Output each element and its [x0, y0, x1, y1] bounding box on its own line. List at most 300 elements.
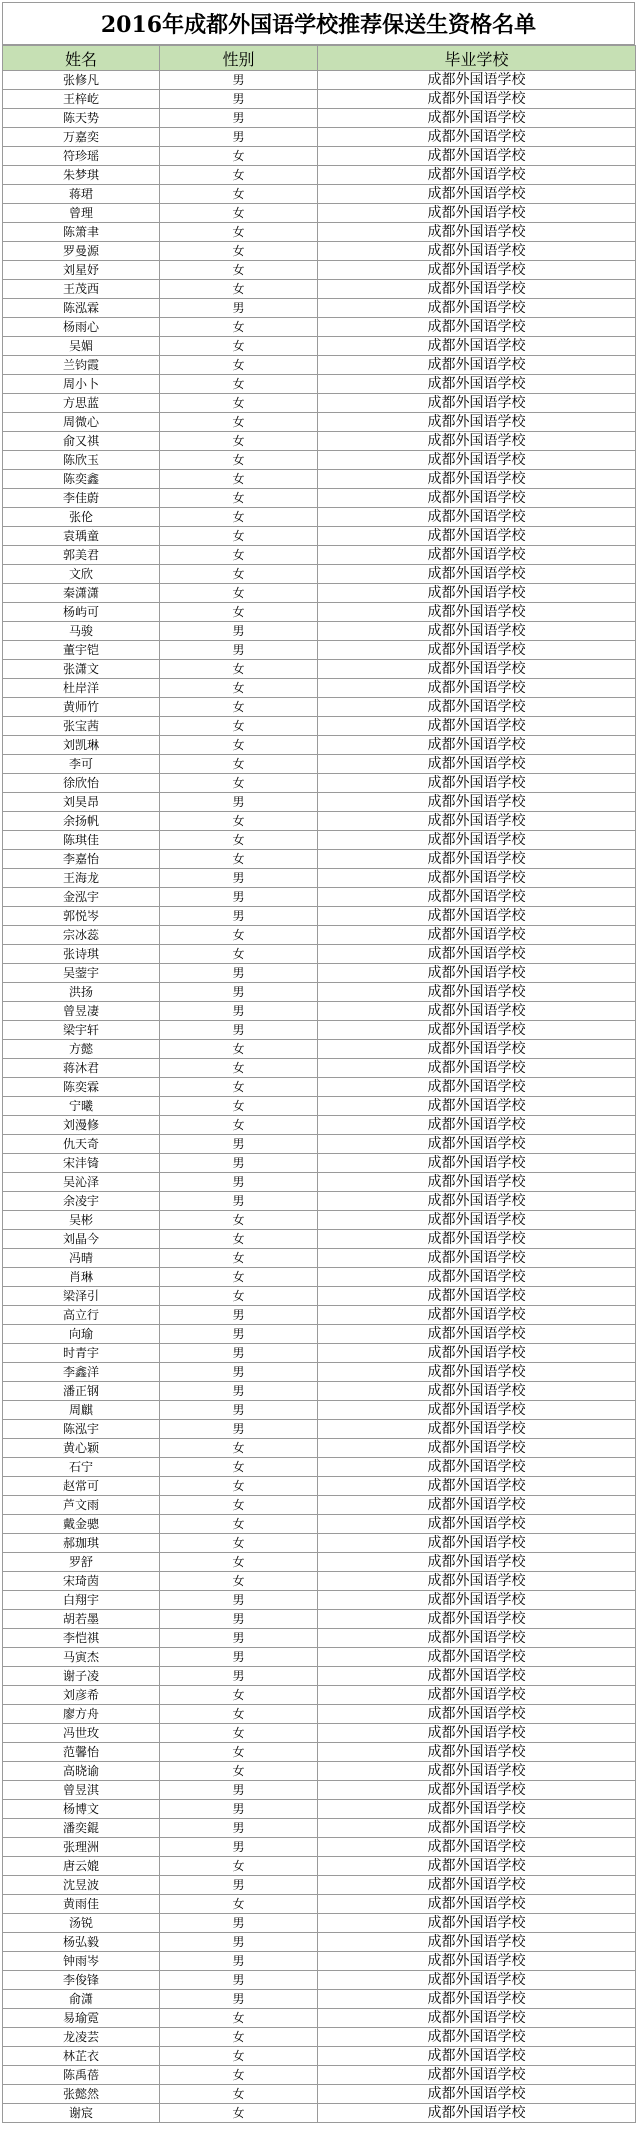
cell-school[interactable]: 成都外国语学校: [318, 1724, 636, 1743]
cell-school[interactable]: 成都外国语学校: [318, 793, 636, 812]
cell-gender[interactable]: 女: [160, 337, 318, 356]
cell-name[interactable]: 罗曼源: [3, 242, 160, 261]
cell-name[interactable]: 文欣: [3, 565, 160, 584]
cell-name[interactable]: 杨屿可: [3, 603, 160, 622]
cell-name[interactable]: 李嘉怡: [3, 850, 160, 869]
cell-gender[interactable]: 女: [160, 185, 318, 204]
cell-school[interactable]: 成都外国语学校: [318, 698, 636, 717]
cell-gender[interactable]: 女: [160, 356, 318, 375]
cell-school[interactable]: 成都外国语学校: [318, 128, 636, 147]
cell-name[interactable]: 龙凌芸: [3, 2028, 160, 2047]
cell-school[interactable]: 成都外国语学校: [318, 90, 636, 109]
cell-name[interactable]: 陈天势: [3, 109, 160, 128]
cell-name[interactable]: 俞潇: [3, 1990, 160, 2009]
cell-gender[interactable]: 女: [160, 1268, 318, 1287]
cell-name[interactable]: 赵常可: [3, 1477, 160, 1496]
cell-name[interactable]: 方思蓝: [3, 394, 160, 413]
cell-school[interactable]: 成都外国语学校: [318, 1971, 636, 1990]
cell-gender[interactable]: 男: [160, 1933, 318, 1952]
cell-gender[interactable]: 女: [160, 698, 318, 717]
cell-gender[interactable]: 女: [160, 679, 318, 698]
header-school[interactable]: 毕业学校: [318, 46, 636, 71]
cell-name[interactable]: 冯晴: [3, 1249, 160, 1268]
cell-gender[interactable]: 男: [160, 1648, 318, 1667]
cell-school[interactable]: 成都外国语学校: [318, 1458, 636, 1477]
cell-gender[interactable]: 女: [160, 147, 318, 166]
cell-school[interactable]: 成都外国语学校: [318, 2028, 636, 2047]
cell-gender[interactable]: 女: [160, 1211, 318, 1230]
cell-name[interactable]: 范馨怡: [3, 1743, 160, 1762]
cell-school[interactable]: 成都外国语学校: [318, 1230, 636, 1249]
cell-name[interactable]: 周麒: [3, 1401, 160, 1420]
cell-gender[interactable]: 男: [160, 1819, 318, 1838]
cell-gender[interactable]: 女: [160, 831, 318, 850]
cell-gender[interactable]: 女: [160, 1762, 318, 1781]
cell-name[interactable]: 高立行: [3, 1306, 160, 1325]
cell-gender[interactable]: 女: [160, 1477, 318, 1496]
cell-gender[interactable]: 男: [160, 888, 318, 907]
cell-name[interactable]: 时青宇: [3, 1344, 160, 1363]
cell-gender[interactable]: 男: [160, 793, 318, 812]
cell-gender[interactable]: 女: [160, 584, 318, 603]
cell-name[interactable]: 易瑜霓: [3, 2009, 160, 2028]
cell-school[interactable]: 成都外国语学校: [318, 565, 636, 584]
cell-school[interactable]: 成都外国语学校: [318, 527, 636, 546]
cell-school[interactable]: 成都外国语学校: [318, 1268, 636, 1287]
cell-gender[interactable]: 女: [160, 603, 318, 622]
cell-gender[interactable]: 女: [160, 1743, 318, 1762]
cell-school[interactable]: 成都外国语学校: [318, 1933, 636, 1952]
cell-name[interactable]: 洪扬: [3, 983, 160, 1002]
cell-school[interactable]: 成都外国语学校: [318, 1002, 636, 1021]
cell-gender[interactable]: 女: [160, 470, 318, 489]
cell-school[interactable]: 成都外国语学校: [318, 1914, 636, 1933]
cell-name[interactable]: 董宇铠: [3, 641, 160, 660]
cell-gender[interactable]: 女: [160, 1895, 318, 1914]
cell-gender[interactable]: 女: [160, 2028, 318, 2047]
cell-school[interactable]: 成都外国语学校: [318, 584, 636, 603]
cell-gender[interactable]: 男: [160, 71, 318, 90]
cell-gender[interactable]: 男: [160, 1021, 318, 1040]
cell-name[interactable]: 李鑫洋: [3, 1363, 160, 1382]
cell-name[interactable]: 刘昊昂: [3, 793, 160, 812]
cell-gender[interactable]: 女: [160, 1724, 318, 1743]
cell-gender[interactable]: 男: [160, 1971, 318, 1990]
cell-school[interactable]: 成都外国语学校: [318, 983, 636, 1002]
cell-school[interactable]: 成都外国语学校: [318, 755, 636, 774]
cell-gender[interactable]: 女: [160, 1439, 318, 1458]
cell-school[interactable]: 成都外国语学校: [318, 2104, 636, 2123]
cell-school[interactable]: 成都外国语学校: [318, 660, 636, 679]
cell-school[interactable]: 成都外国语学校: [318, 869, 636, 888]
cell-gender[interactable]: 男: [160, 1344, 318, 1363]
cell-school[interactable]: 成都外国语学校: [318, 1534, 636, 1553]
cell-name[interactable]: 李可: [3, 755, 160, 774]
cell-gender[interactable]: 女: [160, 1059, 318, 1078]
cell-name[interactable]: 黄心颖: [3, 1439, 160, 1458]
cell-gender[interactable]: 男: [160, 1420, 318, 1439]
cell-name[interactable]: 袁瑀童: [3, 527, 160, 546]
cell-gender[interactable]: 男: [160, 1173, 318, 1192]
cell-school[interactable]: 成都外国语学校: [318, 1743, 636, 1762]
cell-name[interactable]: 李俊锋: [3, 1971, 160, 1990]
cell-gender[interactable]: 女: [160, 318, 318, 337]
cell-name[interactable]: 潘奕錕: [3, 1819, 160, 1838]
cell-gender[interactable]: 女: [160, 242, 318, 261]
cell-name[interactable]: 杨博文: [3, 1800, 160, 1819]
cell-school[interactable]: 成都外国语学校: [318, 622, 636, 641]
cell-school[interactable]: 成都外国语学校: [318, 1990, 636, 2009]
cell-school[interactable]: 成都外国语学校: [318, 1173, 636, 1192]
cell-school[interactable]: 成都外国语学校: [318, 1021, 636, 1040]
cell-gender[interactable]: 男: [160, 90, 318, 109]
cell-gender[interactable]: 男: [160, 1610, 318, 1629]
cell-gender[interactable]: 女: [160, 1553, 318, 1572]
cell-school[interactable]: 成都外国语学校: [318, 1800, 636, 1819]
cell-gender[interactable]: 女: [160, 774, 318, 793]
cell-name[interactable]: 余扬帆: [3, 812, 160, 831]
cell-school[interactable]: 成都外国语学校: [318, 1059, 636, 1078]
cell-school[interactable]: 成都外国语学校: [318, 1610, 636, 1629]
cell-gender[interactable]: 女: [160, 375, 318, 394]
cell-school[interactable]: 成都外国语学校: [318, 1363, 636, 1382]
cell-school[interactable]: 成都外国语学校: [318, 1192, 636, 1211]
cell-gender[interactable]: 男: [160, 1914, 318, 1933]
cell-gender[interactable]: 男: [160, 109, 318, 128]
cell-gender[interactable]: 女: [160, 2104, 318, 2123]
cell-name[interactable]: 秦潇潇: [3, 584, 160, 603]
cell-name[interactable]: 戴金骢: [3, 1515, 160, 1534]
cell-name[interactable]: 刘彦希: [3, 1686, 160, 1705]
cell-gender[interactable]: 女: [160, 204, 318, 223]
cell-gender[interactable]: 女: [160, 280, 318, 299]
cell-school[interactable]: 成都外国语学校: [318, 850, 636, 869]
cell-school[interactable]: 成都外国语学校: [318, 280, 636, 299]
cell-name[interactable]: 肖琳: [3, 1268, 160, 1287]
cell-name[interactable]: 石宁: [3, 1458, 160, 1477]
cell-gender[interactable]: 女: [160, 1686, 318, 1705]
cell-school[interactable]: 成都外国语学校: [318, 508, 636, 527]
cell-name[interactable]: 钟雨岑: [3, 1952, 160, 1971]
cell-name[interactable]: 谢宸: [3, 2104, 160, 2123]
cell-gender[interactable]: 男: [160, 1876, 318, 1895]
cell-gender[interactable]: 女: [160, 1534, 318, 1553]
cell-school[interactable]: 成都外国语学校: [318, 1401, 636, 1420]
cell-name[interactable]: 汤锐: [3, 1914, 160, 1933]
cell-name[interactable]: 梁宇轩: [3, 1021, 160, 1040]
cell-name[interactable]: 陈箫聿: [3, 223, 160, 242]
cell-gender[interactable]: 女: [160, 223, 318, 242]
cell-school[interactable]: 成都外国语学校: [318, 337, 636, 356]
cell-school[interactable]: 成都外国语学校: [318, 1553, 636, 1572]
cell-school[interactable]: 成都外国语学校: [318, 1116, 636, 1135]
cell-school[interactable]: 成都外国语学校: [318, 717, 636, 736]
cell-gender[interactable]: 女: [160, 2066, 318, 2085]
cell-school[interactable]: 成都外国语学校: [318, 261, 636, 280]
cell-name[interactable]: 黄师竹: [3, 698, 160, 717]
cell-name[interactable]: 马骏: [3, 622, 160, 641]
cell-gender[interactable]: 女: [160, 660, 318, 679]
cell-name[interactable]: 陈泓霖: [3, 299, 160, 318]
cell-gender[interactable]: 男: [160, 1781, 318, 1800]
cell-gender[interactable]: 女: [160, 432, 318, 451]
cell-name[interactable]: 林芷衣: [3, 2047, 160, 2066]
cell-gender[interactable]: 男: [160, 1667, 318, 1686]
cell-school[interactable]: 成都外国语学校: [318, 470, 636, 489]
cell-school[interactable]: 成都外国语学校: [318, 185, 636, 204]
cell-school[interactable]: 成都外国语学校: [318, 166, 636, 185]
cell-name[interactable]: 吴彬: [3, 1211, 160, 1230]
cell-gender[interactable]: 男: [160, 1135, 318, 1154]
cell-name[interactable]: 潘正钢: [3, 1382, 160, 1401]
cell-name[interactable]: 朱梦琪: [3, 166, 160, 185]
cell-name[interactable]: 梁泽引: [3, 1287, 160, 1306]
header-gender[interactable]: 性别: [160, 46, 318, 71]
header-name[interactable]: 姓名: [3, 46, 160, 71]
cell-gender[interactable]: 男: [160, 1363, 318, 1382]
cell-school[interactable]: 成都外国语学校: [318, 546, 636, 565]
cell-school[interactable]: 成都外国语学校: [318, 1344, 636, 1363]
cell-gender[interactable]: 女: [160, 1249, 318, 1268]
cell-school[interactable]: 成都外国语学校: [318, 888, 636, 907]
cell-gender[interactable]: 女: [160, 508, 318, 527]
cell-name[interactable]: 胡若墨: [3, 1610, 160, 1629]
cell-school[interactable]: 成都外国语学校: [318, 1819, 636, 1838]
cell-gender[interactable]: 女: [160, 736, 318, 755]
cell-name[interactable]: 谢子凌: [3, 1667, 160, 1686]
cell-name[interactable]: 张伦: [3, 508, 160, 527]
cell-gender[interactable]: 女: [160, 1287, 318, 1306]
cell-school[interactable]: 成都外国语学校: [318, 1629, 636, 1648]
cell-gender[interactable]: 男: [160, 1591, 318, 1610]
cell-school[interactable]: 成都外国语学校: [318, 1420, 636, 1439]
cell-name[interactable]: 王茂西: [3, 280, 160, 299]
cell-school[interactable]: 成都外国语学校: [318, 71, 636, 90]
cell-gender[interactable]: 女: [160, 755, 318, 774]
cell-school[interactable]: 成都外国语学校: [318, 736, 636, 755]
cell-gender[interactable]: 女: [160, 489, 318, 508]
cell-name[interactable]: 陈琪佳: [3, 831, 160, 850]
cell-name[interactable]: 蒋沐君: [3, 1059, 160, 1078]
cell-school[interactable]: 成都外国语学校: [318, 1952, 636, 1971]
cell-gender[interactable]: 男: [160, 869, 318, 888]
cell-name[interactable]: 张诗琪: [3, 945, 160, 964]
cell-gender[interactable]: 男: [160, 1401, 318, 1420]
cell-gender[interactable]: 女: [160, 413, 318, 432]
cell-name[interactable]: 高晓谕: [3, 1762, 160, 1781]
cell-name[interactable]: 王梓屹: [3, 90, 160, 109]
cell-gender[interactable]: 男: [160, 1192, 318, 1211]
cell-name[interactable]: 宗冰蕊: [3, 926, 160, 945]
cell-school[interactable]: 成都外国语学校: [318, 1287, 636, 1306]
cell-school[interactable]: 成都外国语学校: [318, 223, 636, 242]
cell-name[interactable]: 周微心: [3, 413, 160, 432]
cell-name[interactable]: 吴蓥宇: [3, 964, 160, 983]
cell-school[interactable]: 成都外国语学校: [318, 299, 636, 318]
cell-name[interactable]: 向瑜: [3, 1325, 160, 1344]
cell-school[interactable]: 成都外国语学校: [318, 812, 636, 831]
cell-gender[interactable]: 女: [160, 1116, 318, 1135]
cell-school[interactable]: 成都外国语学校: [318, 1591, 636, 1610]
cell-school[interactable]: 成都外国语学校: [318, 1097, 636, 1116]
cell-school[interactable]: 成都外国语学校: [318, 109, 636, 128]
cell-school[interactable]: 成都外国语学校: [318, 489, 636, 508]
cell-school[interactable]: 成都外国语学校: [318, 1781, 636, 1800]
cell-name[interactable]: 廖方舟: [3, 1705, 160, 1724]
cell-name[interactable]: 李恺祺: [3, 1629, 160, 1648]
cell-school[interactable]: 成都外国语学校: [318, 1705, 636, 1724]
cell-school[interactable]: 成都外国语学校: [318, 356, 636, 375]
cell-school[interactable]: 成都外国语学校: [318, 1078, 636, 1097]
cell-school[interactable]: 成都外国语学校: [318, 1762, 636, 1781]
cell-school[interactable]: 成都外国语学校: [318, 2066, 636, 2085]
cell-gender[interactable]: 男: [160, 907, 318, 926]
cell-school[interactable]: 成都外国语学校: [318, 2009, 636, 2028]
cell-gender[interactable]: 女: [160, 166, 318, 185]
cell-name[interactable]: 宋沣锜: [3, 1154, 160, 1173]
cell-gender[interactable]: 男: [160, 1325, 318, 1344]
cell-gender[interactable]: 女: [160, 1857, 318, 1876]
cell-school[interactable]: 成都外国语学校: [318, 2085, 636, 2104]
cell-name[interactable]: 陈泓宇: [3, 1420, 160, 1439]
cell-school[interactable]: 成都外国语学校: [318, 242, 636, 261]
cell-name[interactable]: 杨雨心: [3, 318, 160, 337]
cell-name[interactable]: 张宝茜: [3, 717, 160, 736]
cell-name[interactable]: 吴媚: [3, 337, 160, 356]
cell-name[interactable]: 陈禹蓓: [3, 2066, 160, 2085]
cell-name[interactable]: 芦文雨: [3, 1496, 160, 1515]
cell-school[interactable]: 成都外国语学校: [318, 1496, 636, 1515]
cell-gender[interactable]: 女: [160, 2047, 318, 2066]
cell-school[interactable]: 成都外国语学校: [318, 679, 636, 698]
cell-gender[interactable]: 女: [160, 1097, 318, 1116]
cell-name[interactable]: 陈奕鑫: [3, 470, 160, 489]
cell-name[interactable]: 俞又祺: [3, 432, 160, 451]
cell-school[interactable]: 成都外国语学校: [318, 1325, 636, 1344]
cell-name[interactable]: 马寅杰: [3, 1648, 160, 1667]
cell-school[interactable]: 成都外国语学校: [318, 1895, 636, 1914]
cell-name[interactable]: 白翔宇: [3, 1591, 160, 1610]
cell-school[interactable]: 成都外国语学校: [318, 432, 636, 451]
cell-gender[interactable]: 男: [160, 964, 318, 983]
cell-school[interactable]: 成都外国语学校: [318, 926, 636, 945]
cell-school[interactable]: 成都外国语学校: [318, 964, 636, 983]
cell-name[interactable]: 罗舒: [3, 1553, 160, 1572]
cell-name[interactable]: 宁曦: [3, 1097, 160, 1116]
cell-name[interactable]: 兰钧霞: [3, 356, 160, 375]
cell-gender[interactable]: 男: [160, 622, 318, 641]
cell-name[interactable]: 王海龙: [3, 869, 160, 888]
cell-school[interactable]: 成都外国语学校: [318, 451, 636, 470]
cell-gender[interactable]: 男: [160, 1990, 318, 2009]
cell-name[interactable]: 周小卜: [3, 375, 160, 394]
cell-school[interactable]: 成都外国语学校: [318, 907, 636, 926]
cell-gender[interactable]: 女: [160, 812, 318, 831]
cell-gender[interactable]: 女: [160, 1496, 318, 1515]
cell-name[interactable]: 刘晶今: [3, 1230, 160, 1249]
cell-school[interactable]: 成都外国语学校: [318, 831, 636, 850]
cell-gender[interactable]: 女: [160, 1040, 318, 1059]
cell-school[interactable]: 成都外国语学校: [318, 1686, 636, 1705]
cell-school[interactable]: 成都外国语学校: [318, 1667, 636, 1686]
cell-gender[interactable]: 女: [160, 1515, 318, 1534]
cell-gender[interactable]: 女: [160, 1572, 318, 1591]
cell-name[interactable]: 刘星妤: [3, 261, 160, 280]
cell-school[interactable]: 成都外国语学校: [318, 1249, 636, 1268]
cell-gender[interactable]: 女: [160, 926, 318, 945]
cell-gender[interactable]: 女: [160, 1078, 318, 1097]
cell-school[interactable]: 成都外国语学校: [318, 1876, 636, 1895]
cell-gender[interactable]: 男: [160, 1629, 318, 1648]
cell-school[interactable]: 成都外国语学校: [318, 394, 636, 413]
cell-gender[interactable]: 女: [160, 850, 318, 869]
cell-gender[interactable]: 女: [160, 2009, 318, 2028]
cell-name[interactable]: 杨弘毅: [3, 1933, 160, 1952]
cell-school[interactable]: 成都外国语学校: [318, 375, 636, 394]
cell-gender[interactable]: 男: [160, 1154, 318, 1173]
cell-school[interactable]: 成都外国语学校: [318, 2047, 636, 2066]
cell-name[interactable]: 陈欣玉: [3, 451, 160, 470]
cell-school[interactable]: 成都外国语学校: [318, 603, 636, 622]
cell-gender[interactable]: 男: [160, 983, 318, 1002]
cell-gender[interactable]: 女: [160, 2085, 318, 2104]
cell-gender[interactable]: 女: [160, 261, 318, 280]
cell-school[interactable]: 成都外国语学校: [318, 1572, 636, 1591]
cell-school[interactable]: 成都外国语学校: [318, 1154, 636, 1173]
cell-name[interactable]: 符珍瑶: [3, 147, 160, 166]
cell-name[interactable]: 方懿: [3, 1040, 160, 1059]
cell-name[interactable]: 刘漫修: [3, 1116, 160, 1135]
cell-name[interactable]: 沈昱波: [3, 1876, 160, 1895]
cell-school[interactable]: 成都外国语学校: [318, 318, 636, 337]
cell-gender[interactable]: 男: [160, 128, 318, 147]
cell-gender[interactable]: 女: [160, 1458, 318, 1477]
cell-name[interactable]: 吴沁泽: [3, 1173, 160, 1192]
cell-name[interactable]: 郝珈琪: [3, 1534, 160, 1553]
cell-gender[interactable]: 女: [160, 394, 318, 413]
cell-school[interactable]: 成都外国语学校: [318, 204, 636, 223]
cell-school[interactable]: 成都外国语学校: [318, 147, 636, 166]
cell-school[interactable]: 成都外国语学校: [318, 1211, 636, 1230]
cell-school[interactable]: 成都外国语学校: [318, 1306, 636, 1325]
cell-name[interactable]: 仇天奇: [3, 1135, 160, 1154]
cell-school[interactable]: 成都外国语学校: [318, 1382, 636, 1401]
cell-name[interactable]: 曾昱淇: [3, 1781, 160, 1800]
cell-gender[interactable]: 女: [160, 945, 318, 964]
cell-gender[interactable]: 女: [160, 546, 318, 565]
cell-name[interactable]: 徐欣怡: [3, 774, 160, 793]
cell-name[interactable]: 曾理: [3, 204, 160, 223]
cell-gender[interactable]: 男: [160, 1838, 318, 1857]
cell-name[interactable]: 张潇文: [3, 660, 160, 679]
cell-gender[interactable]: 女: [160, 1230, 318, 1249]
cell-name[interactable]: 金泓宇: [3, 888, 160, 907]
cell-gender[interactable]: 男: [160, 1306, 318, 1325]
cell-name[interactable]: 冯世玫: [3, 1724, 160, 1743]
cell-name[interactable]: 李佳蔚: [3, 489, 160, 508]
cell-gender[interactable]: 男: [160, 641, 318, 660]
cell-school[interactable]: 成都外国语学校: [318, 1135, 636, 1154]
cell-school[interactable]: 成都外国语学校: [318, 641, 636, 660]
cell-school[interactable]: 成都外国语学校: [318, 1838, 636, 1857]
cell-name[interactable]: 曾昱凄: [3, 1002, 160, 1021]
cell-school[interactable]: 成都外国语学校: [318, 774, 636, 793]
cell-gender[interactable]: 女: [160, 1705, 318, 1724]
cell-name[interactable]: 蒋珺: [3, 185, 160, 204]
cell-name[interactable]: 张理洲: [3, 1838, 160, 1857]
cell-gender[interactable]: 男: [160, 299, 318, 318]
cell-name[interactable]: 张修凡: [3, 71, 160, 90]
